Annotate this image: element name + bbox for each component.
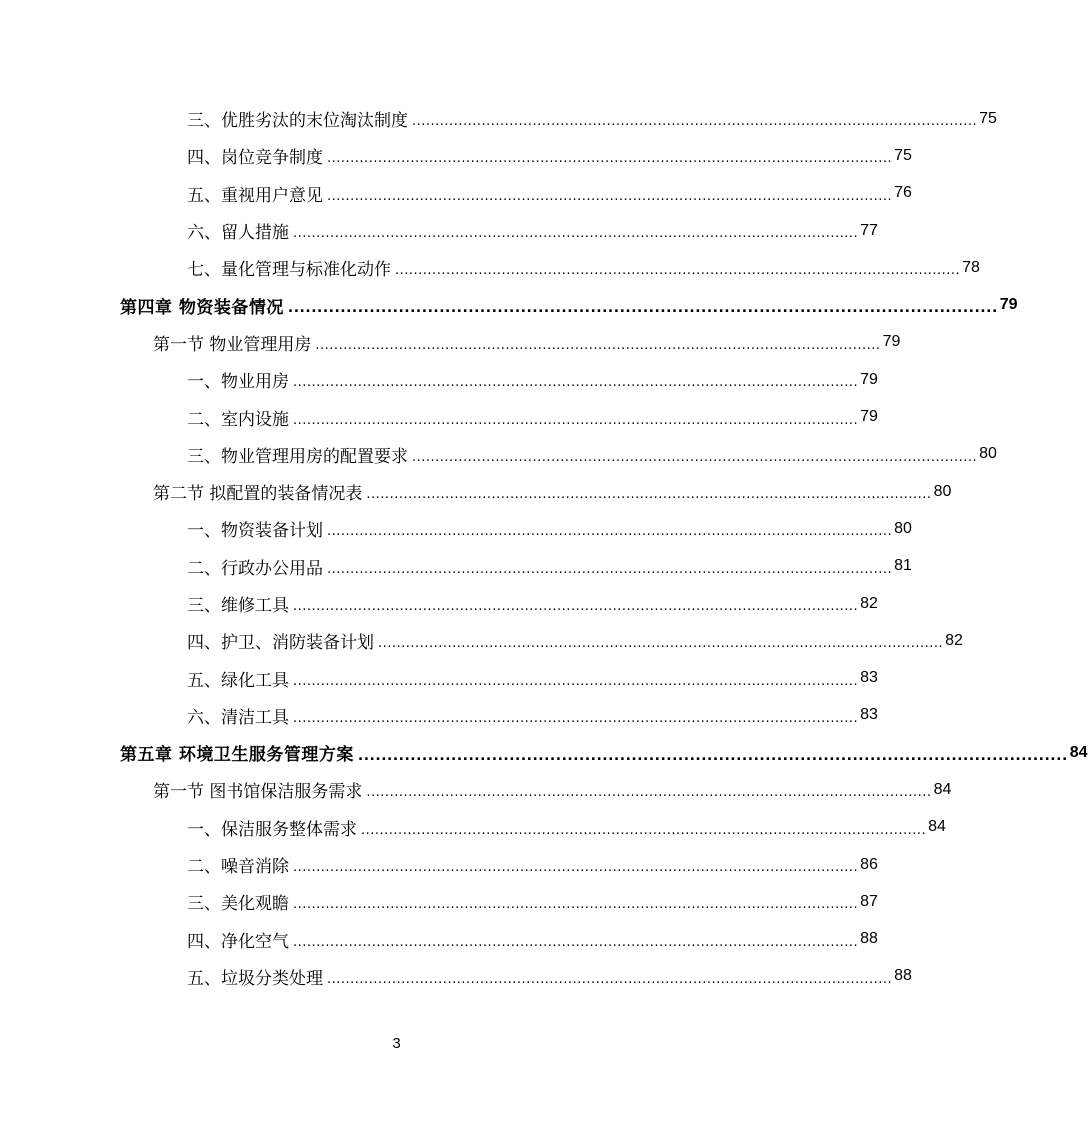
page-number: 3 bbox=[392, 1035, 401, 1052]
toc-leader-dots: .......................................................................................................................... bbox=[287, 300, 998, 317]
toc-entry-page: 88 bbox=[860, 930, 878, 948]
toc-entry-label: 六、清洁工具 bbox=[187, 703, 293, 728]
toc-leader-dots: .......................................................................................................................... bbox=[366, 785, 932, 801]
toc-entry[interactable] bbox=[0, 659, 878, 696]
toc-leader-dots: .......................................................................................................................... bbox=[327, 561, 893, 577]
toc-entry-label: 五、绿化工具 bbox=[187, 666, 293, 691]
toc-entry[interactable] bbox=[0, 137, 912, 174]
toc-entry-page: 77 bbox=[860, 221, 878, 239]
toc-entry[interactable] bbox=[0, 585, 878, 622]
toc-entry-page: 80 bbox=[979, 445, 997, 463]
toc-entry-page: 75 bbox=[979, 109, 997, 127]
toc-entry-page: 80 bbox=[894, 519, 912, 537]
toc-entry-label: 一、保洁服务整体需求 bbox=[187, 815, 361, 840]
toc-leader-dots: .......................................................................................................................... bbox=[395, 263, 961, 279]
toc-leader-dots: .......................................................................................................................... bbox=[293, 897, 859, 913]
toc-leader-dots: .......................................................................................................................... bbox=[378, 636, 944, 652]
toc-entry-page: 83 bbox=[860, 669, 878, 687]
toc-entry-page: 79 bbox=[860, 370, 878, 388]
toc-entry-page: 75 bbox=[894, 146, 912, 164]
toc-entry[interactable] bbox=[0, 510, 912, 547]
toc-entry[interactable] bbox=[0, 249, 980, 286]
toc-entry[interactable] bbox=[0, 921, 878, 958]
toc-leader-dots: .......................................................................................................................... bbox=[293, 375, 859, 391]
toc-leader-dots: .......................................................................................................................... bbox=[357, 747, 1068, 764]
toc-entry[interactable] bbox=[0, 398, 878, 435]
toc-entry-label: 第一节 图书馆保洁服务需求 bbox=[153, 777, 366, 802]
toc-entry-page: 84 bbox=[933, 780, 952, 798]
toc-entry-label: 三、优胜劣汰的末位淘汰制度 bbox=[187, 106, 412, 131]
toc-entry[interactable] bbox=[0, 436, 997, 473]
toc-entry-label: 五、重视用户意见 bbox=[187, 181, 327, 206]
toc-entry-page: 82 bbox=[945, 631, 963, 649]
toc-entry-page: 87 bbox=[860, 892, 878, 910]
toc-section-entry[interactable] bbox=[0, 771, 952, 808]
toc-entry-label: 四、岗位竞争制度 bbox=[187, 143, 327, 168]
toc-entry-page: 76 bbox=[894, 184, 912, 202]
toc-entry-page: 82 bbox=[860, 594, 878, 612]
toc-entry-label: 一、物业用房 bbox=[187, 367, 293, 392]
toc-entry[interactable] bbox=[0, 846, 878, 883]
toc-entry-page: 83 bbox=[860, 706, 878, 724]
toc-leader-dots: .......................................................................................................................... bbox=[293, 860, 859, 876]
toc-entry[interactable] bbox=[0, 809, 946, 846]
toc-leader-dots: .......................................................................................................................... bbox=[327, 188, 893, 204]
toc-entry-page: 79 bbox=[860, 408, 878, 426]
toc-entry-page: 81 bbox=[894, 557, 912, 575]
toc-entry[interactable] bbox=[0, 175, 912, 212]
toc-entry-label: 三、美化观瞻 bbox=[187, 889, 293, 914]
toc-entry[interactable] bbox=[0, 697, 878, 734]
toc-entry-label: 四、护卫、消防装备计划 bbox=[187, 628, 378, 653]
toc-entry-label: 二、室内设施 bbox=[187, 405, 293, 430]
toc-leader-dots: .......................................................................................................................... bbox=[293, 673, 859, 689]
toc-entry-label: 四、净化空气 bbox=[187, 927, 293, 952]
toc-leader-dots: .......................................................................................................................... bbox=[293, 710, 859, 726]
toc-leader-dots: .......................................................................................................................... bbox=[361, 822, 927, 838]
toc-entry-page: 84 bbox=[928, 818, 946, 836]
toc-entry-page: 88 bbox=[894, 967, 912, 985]
toc-leader-dots: .......................................................................................................................... bbox=[293, 599, 859, 614]
toc-entry-page: 79 bbox=[882, 333, 901, 351]
toc-entry-label: 第一节 物业管理用房 bbox=[153, 330, 315, 355]
toc-chapter-entry[interactable] bbox=[0, 734, 1088, 771]
toc-entry[interactable] bbox=[0, 883, 878, 920]
toc-entry[interactable] bbox=[0, 548, 912, 585]
toc-section-entry[interactable] bbox=[0, 324, 901, 361]
toc-leader-dots: .......................................................................................................................... bbox=[327, 524, 893, 540]
toc-entry-label: 六、留人措施 bbox=[187, 218, 293, 243]
toc-entry-label: 一、物资装备计划 bbox=[187, 516, 327, 541]
toc-leader-dots: .......................................................................................................................... bbox=[327, 151, 893, 167]
toc-leader-dots: .......................................................................................................................... bbox=[293, 934, 859, 950]
toc-entry-label: 第二节 拟配置的装备情况表 bbox=[153, 479, 366, 504]
toc-leader-dots: .......................................................................................................................... bbox=[412, 449, 978, 465]
toc-entry[interactable] bbox=[0, 958, 912, 995]
toc-leader-dots: .......................................................................................................................... bbox=[293, 412, 859, 428]
toc-entry-page: 80 bbox=[933, 482, 952, 500]
toc-entry-page: 79 bbox=[999, 296, 1018, 314]
toc-entry[interactable] bbox=[0, 212, 878, 249]
toc-entry-label: 第五章 环境卫生服务管理方案 bbox=[120, 740, 358, 765]
toc-entry-label: 二、行政办公用品 bbox=[187, 554, 327, 579]
toc-entry[interactable] bbox=[0, 361, 878, 398]
toc-leader-dots: .......................................................................................................................... bbox=[315, 337, 881, 353]
toc-leader-dots: .......................................................................................................................... bbox=[412, 114, 978, 130]
toc-leader-dots: .......................................................................................................................... bbox=[293, 226, 859, 242]
toc-entry-label: 三、维修工具 bbox=[187, 591, 293, 616]
toc-section-entry[interactable] bbox=[0, 473, 952, 510]
toc-entry[interactable] bbox=[0, 622, 963, 659]
toc-entry-page: 78 bbox=[962, 258, 980, 276]
toc-leader-dots: .......................................................................................................................... bbox=[327, 971, 893, 987]
toc-entry-label: 三、物业管理用房的配置要求 bbox=[187, 442, 412, 467]
toc-entry-page: 86 bbox=[860, 855, 878, 873]
table-of-contents bbox=[0, 100, 1088, 995]
toc-entry-label: 二、噪音消除 bbox=[187, 852, 293, 877]
toc-entry-page: 84 bbox=[1069, 743, 1088, 761]
toc-entry[interactable] bbox=[0, 100, 997, 137]
toc-leader-dots: .......................................................................................................................... bbox=[366, 487, 932, 503]
toc-chapter-entry[interactable] bbox=[0, 286, 1018, 323]
toc-entry-label: 第四章 物资装备情况 bbox=[120, 293, 288, 318]
toc-entry-label: 五、垃圾分类处理 bbox=[187, 964, 327, 989]
toc-entry-label: 七、量化管理与标准化动作 bbox=[187, 255, 395, 280]
